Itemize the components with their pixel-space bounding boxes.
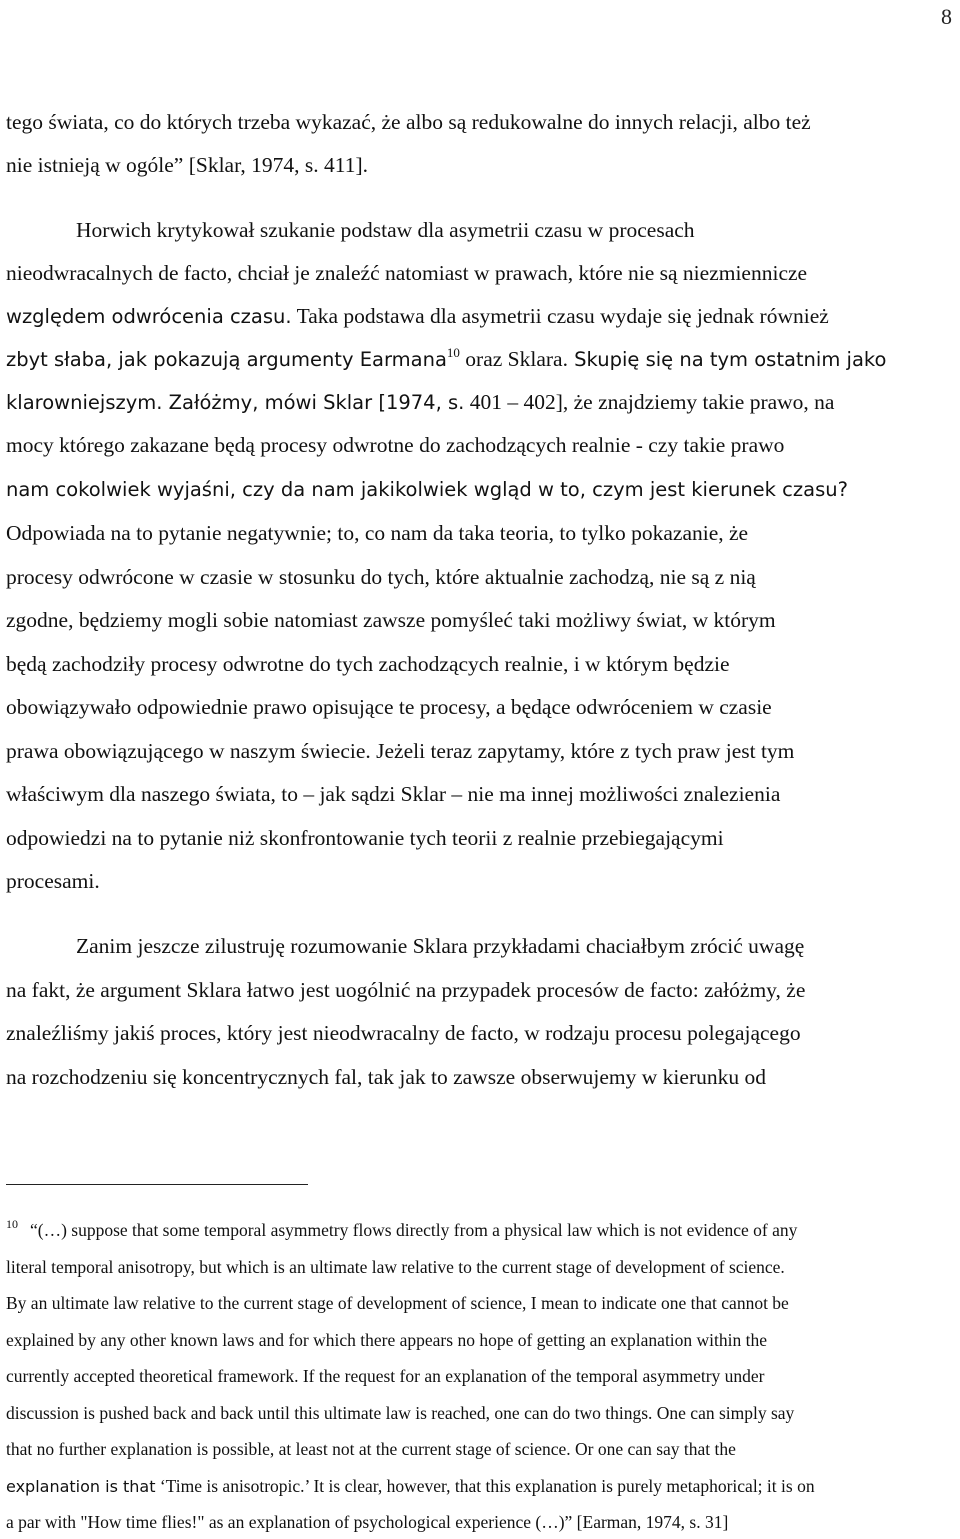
text-span: “(…) suppose that some temporal asymmetry flows directly from a physical law which is not evidence of any [30,1220,798,1240]
text-line: procesy odwrócone w czasie w stosunku do tych, które aktualnie zachodzą, nie są z nią [6,565,756,589]
footnote-reference: 10 [446,345,460,360]
footnote-line [6,1476,815,1497]
footnote-line: discussion is pushed back and back until this ultimate law is reached, one can do two things. One can simply say [6,1403,795,1423]
text-span: zbyt słaba, jak pokazują argumenty Earmana [6,348,447,371]
text-span: Taka podstawa dla asymetrii czasu wydaje się jednak również [291,304,829,328]
text-line: procesami. [6,869,100,893]
text-line: będą zachodziły procesy odwrotne do tych zachodzących realnie, i w którym będzie [6,652,730,676]
text-line: nie istnieją w ogóle” [Sklar, 1974, s. 411]. [6,153,368,177]
text-line [6,304,829,329]
text-span: explanation is that [6,1477,156,1496]
text-line: na fakt, że argument Sklara łatwo jest uogólnić na przypadek procesów de facto: załóżmy, że [6,978,806,1002]
paragraph-first-line: Zanim jeszcze zilustruję rozumowanie Sklara przykładami chaciałbym zrócić uwagę [76,934,805,958]
text-span: 401 – 402], że znajdziemy takie prawo, na [464,390,835,414]
text-line: na rozchodzeniu się koncentrycznych fal, tak jak to zawsze obserwujemy w kierunku od [6,1065,766,1089]
text-line: nam cokolwiek wyjaśni, czy da nam jakikolwiek wgląd w to, czym jest kierunek czasu? [6,478,848,501]
text-line: właściwym dla naszego świata, to – jak sądzi Sklar – nie ma innej możliwości znalezienia [6,782,781,806]
text-span: oraz Sklara. [459,347,568,371]
text-span: Skupię się na tym ostatnim jako [567,348,887,371]
text-line: mocy którego zakazane będą procesy odwrotne do zachodzących realnie - czy takie prawo [6,433,785,457]
text-line: tego świata, co do których trzeba wykazać, że albo są redukowalne do innych relacji, albo też [6,110,811,134]
footnote-line: a par with "How time flies!" as an explanation of psychological experience (…)” [Earman, 1974, s. 31] [6,1512,729,1532]
footnote-line: By an ultimate law relative to the current stage of development of science, I mean to indicate one that cannot be [6,1293,789,1313]
page-number: 8 [941,4,952,29]
text-line [6,390,834,415]
text-line: obowiązywało odpowiednie prawo opisujące te procesy, a będące odwróceniem w czasie [6,695,772,719]
footnote-line: currently accepted theoretical framework. If the request for an explanation of the temporal asymmetry under [6,1366,765,1386]
text-line: zgodne, będziemy mogli sobie natomiast zawsze pomyśleć taki możliwy świat, w którym [6,608,776,632]
text-line: odpowiedzi na to pytanie niż skonfrontowanie tych teorii z realnie przebiegającymi [6,826,724,850]
footnote-number: 10 [6,1217,18,1231]
text-line: Odpowiada na to pytanie negatywnie; to, co nam da taka teoria, to tylko pokazanie, że [6,521,749,545]
text-line [6,347,886,372]
text-span: It is clear, however, that this explanation is purely metaphorical; it is on [309,1476,815,1496]
text-line: znaleźliśmy jakiś proces, który jest nieodwracalny de facto, w rodzaju procesu polegającego [6,1021,801,1045]
footnote-line [6,1217,798,1241]
paragraph-first-line: Horwich krytykował szukanie podstaw dla asymetrii czasu w procesach [76,218,695,242]
footnote-line: literal temporal anisotropy, but which is an ultimate law relative to the current stage of development of science. [6,1257,785,1277]
footnote-separator [6,1184,308,1185]
text-span: klarowniejszym. Załóżmy, mówi Sklar [1974, s. [6,391,465,414]
footnote-line: that no further explanation is possible, at least not at the current stage of science. Or one can say that the [6,1439,736,1459]
footnote-line: explained by any other known laws and for which there appears no hope of getting an explanation within the [6,1330,768,1350]
text-line: prawa obowiązującego w naszym świecie. Jeżeli teraz zapytamy, które z tych praw jest tym [6,739,795,763]
text-span: względem odwrócenia czasu. [6,305,292,328]
text-span: ‘Time is anisotropic.’ [155,1476,310,1496]
text-line: nieodwracalnych de facto, chciał je znaleźć natomiast w prawach, które nie są niezmiennicze [6,261,808,285]
